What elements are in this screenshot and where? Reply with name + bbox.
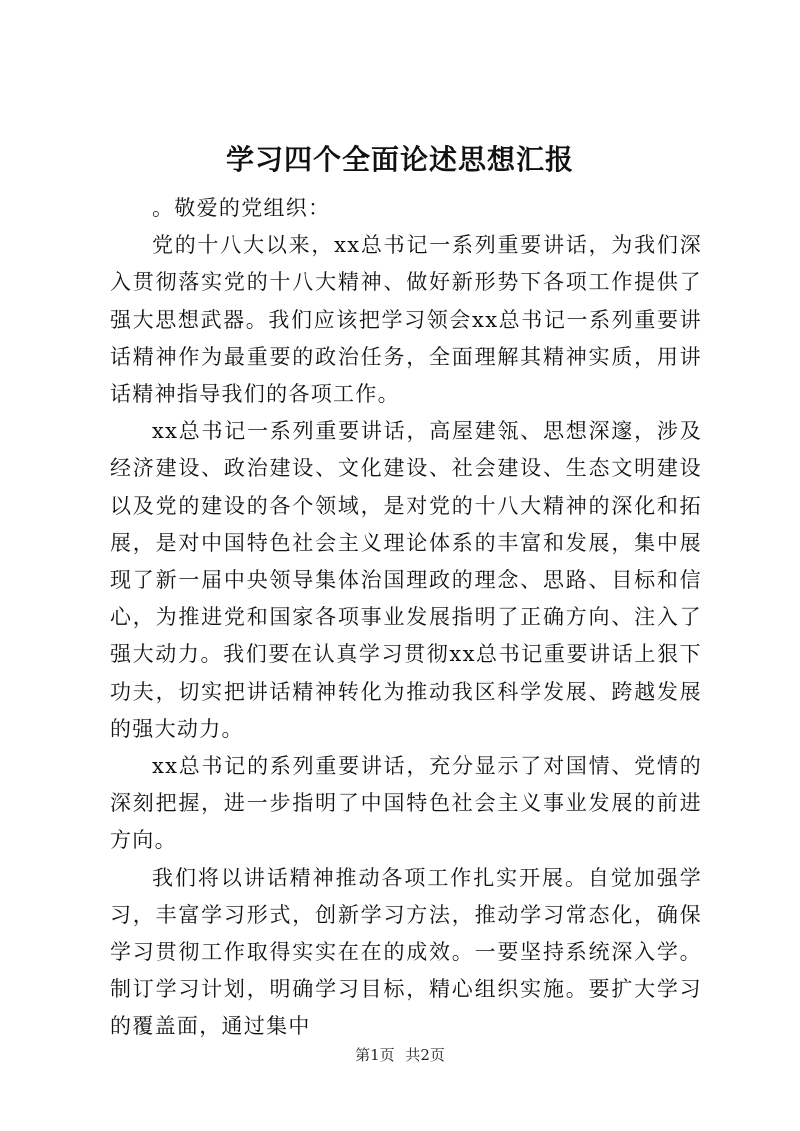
paragraph: xx总书记的系列重要讲话，充分显示了对国情、党情的深刻把握，进一步指明了中国特色社会主义事业发展的前进方向。 bbox=[110, 754, 702, 853]
document-title: 学习四个全面论述思想汇报 bbox=[225, 143, 574, 176]
page-footer bbox=[0, 1045, 800, 1065]
paragraph: 我们将以讲话精神推动各项工作扎实开展。自觉加强学习，丰富学习形式，创新学习方法，推动学习常态化，确保学习贯彻工作取得实实在在的成效。一要坚持系统深入学。制订学习计划，明确学习目标，精心组织实施。要扩大学习的覆盖面，通过集中 bbox=[110, 865, 702, 1039]
page-number: 第1页 bbox=[355, 1046, 395, 1064]
salutation: 。敬爱的党组织： bbox=[152, 196, 331, 220]
paragraph: 党的十八大以来，xx总书记一系列重要讲话，为我们深入贯彻落实党的十八大精神、做好新形势下各项工作提供了强大思想武器。我们应该把学习领会xx总书记一系列重要讲话精神作为最重要的政治任务，全面理解其精神实质，用讲话精神指导我们的各项工作。 bbox=[110, 233, 702, 407]
paragraph: xx总书记一系列重要讲话，高屋建瓴、思想深邃，涉及经济建设、政治建设、文化建设、社会建设、生态文明建设以及党的建设的各个领域，是对党的十八大精神的深化和拓展，是对中国特色社会主义理论体系的丰富和发展，集中展现了新一届中央领导集体治国理政的理念、思路、目标和信心，为推进党和国家各项事业发展指明了正确方向、注入了强大动力。我们要在认真学习贯彻xx总书记重要讲话上狠下功夫，切实把讲话精神转化为推动我区科学发展、跨越发展的强大动力。 bbox=[110, 419, 702, 741]
document-body bbox=[110, 190, 702, 1046]
page-total: 共2页 bbox=[405, 1046, 445, 1064]
